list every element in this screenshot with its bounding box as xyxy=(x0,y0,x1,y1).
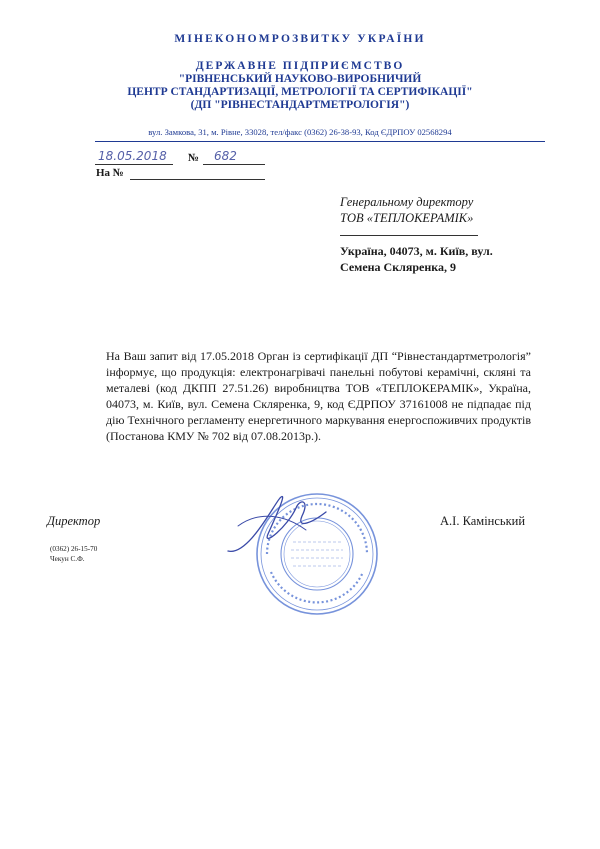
address-line: Семена Скляренка, 9 xyxy=(340,260,457,274)
executor-phone: (0362) 26-15-70 xyxy=(50,545,98,553)
number-underline xyxy=(203,164,265,165)
addressee-line: Генеральному директору xyxy=(340,195,474,209)
signatory-title: Директор xyxy=(47,514,101,528)
letter-body: На Ваш запит від 17.05.2018 Орган із сертифікації ДП “Рівнестандартметрологія” інформує, що продукція: електронагрівачі панельні побутові керамічні, скляні та металеві (код ДКПП 27.51.26) виробництва ТОВ «ТЕПЛОКЕРАМІК», Україна, 04073, м. Київ, вул. Семена Скляренка, 9, код ЄДРПОУ 37161008 не підпадає під дію Технічного регламенту енергетичного маркування енергоспоживчих продуктів (Постанова КМУ № 702 від 07.08.2013р.). xyxy=(106,349,531,443)
executor-info xyxy=(50,544,97,564)
outgoing-number: 682 xyxy=(214,149,237,163)
reply-to-label: На № xyxy=(96,167,124,179)
date-underline xyxy=(95,164,173,165)
addressee-line: ТОВ «ТЕПЛОКЕРАМІК» xyxy=(340,211,474,225)
reply-to-underline xyxy=(130,179,265,180)
letterhead-divider xyxy=(95,141,545,142)
organization-name xyxy=(0,60,600,112)
outgoing-date: 18.05.2018 xyxy=(98,149,167,163)
org-line: ЦЕНТР СТАНДАРТИЗАЦІЇ, МЕТРОЛОГІЇ ТА СЕРТИФІКАЦІЇ" xyxy=(127,86,473,98)
address-line: Україна, 04073, м. Київ, вул. xyxy=(340,244,493,258)
addressee-address xyxy=(340,243,493,275)
addressee-underline xyxy=(340,235,478,236)
signatory-name: А.І. Камінський xyxy=(440,514,526,528)
signature-icon xyxy=(218,486,338,566)
executor-name: Чекун С.Ф. xyxy=(50,555,85,563)
org-line: "РІВНЕНСЬКИЙ НАУКОВО-ВИРОБНИЧИЙ xyxy=(178,73,422,85)
ministry-name: МІНЕКОНОМРОЗВИТКУ УКРАЇНИ xyxy=(174,33,426,45)
org-contacts: вул. Замкова, 31, м. Рівне, 33028, тел/факс (0362) 26-38-93, Код ЄДРПОУ 02568294 xyxy=(148,127,452,137)
addressee xyxy=(340,194,473,226)
org-line: ДЕРЖАВНЕ ПІДПРИЄМСТВО xyxy=(195,60,405,72)
number-label: № xyxy=(188,152,200,164)
org-line: (ДП "РІВНЕСТАНДАРТМЕТРОЛОГІЯ") xyxy=(190,99,410,111)
